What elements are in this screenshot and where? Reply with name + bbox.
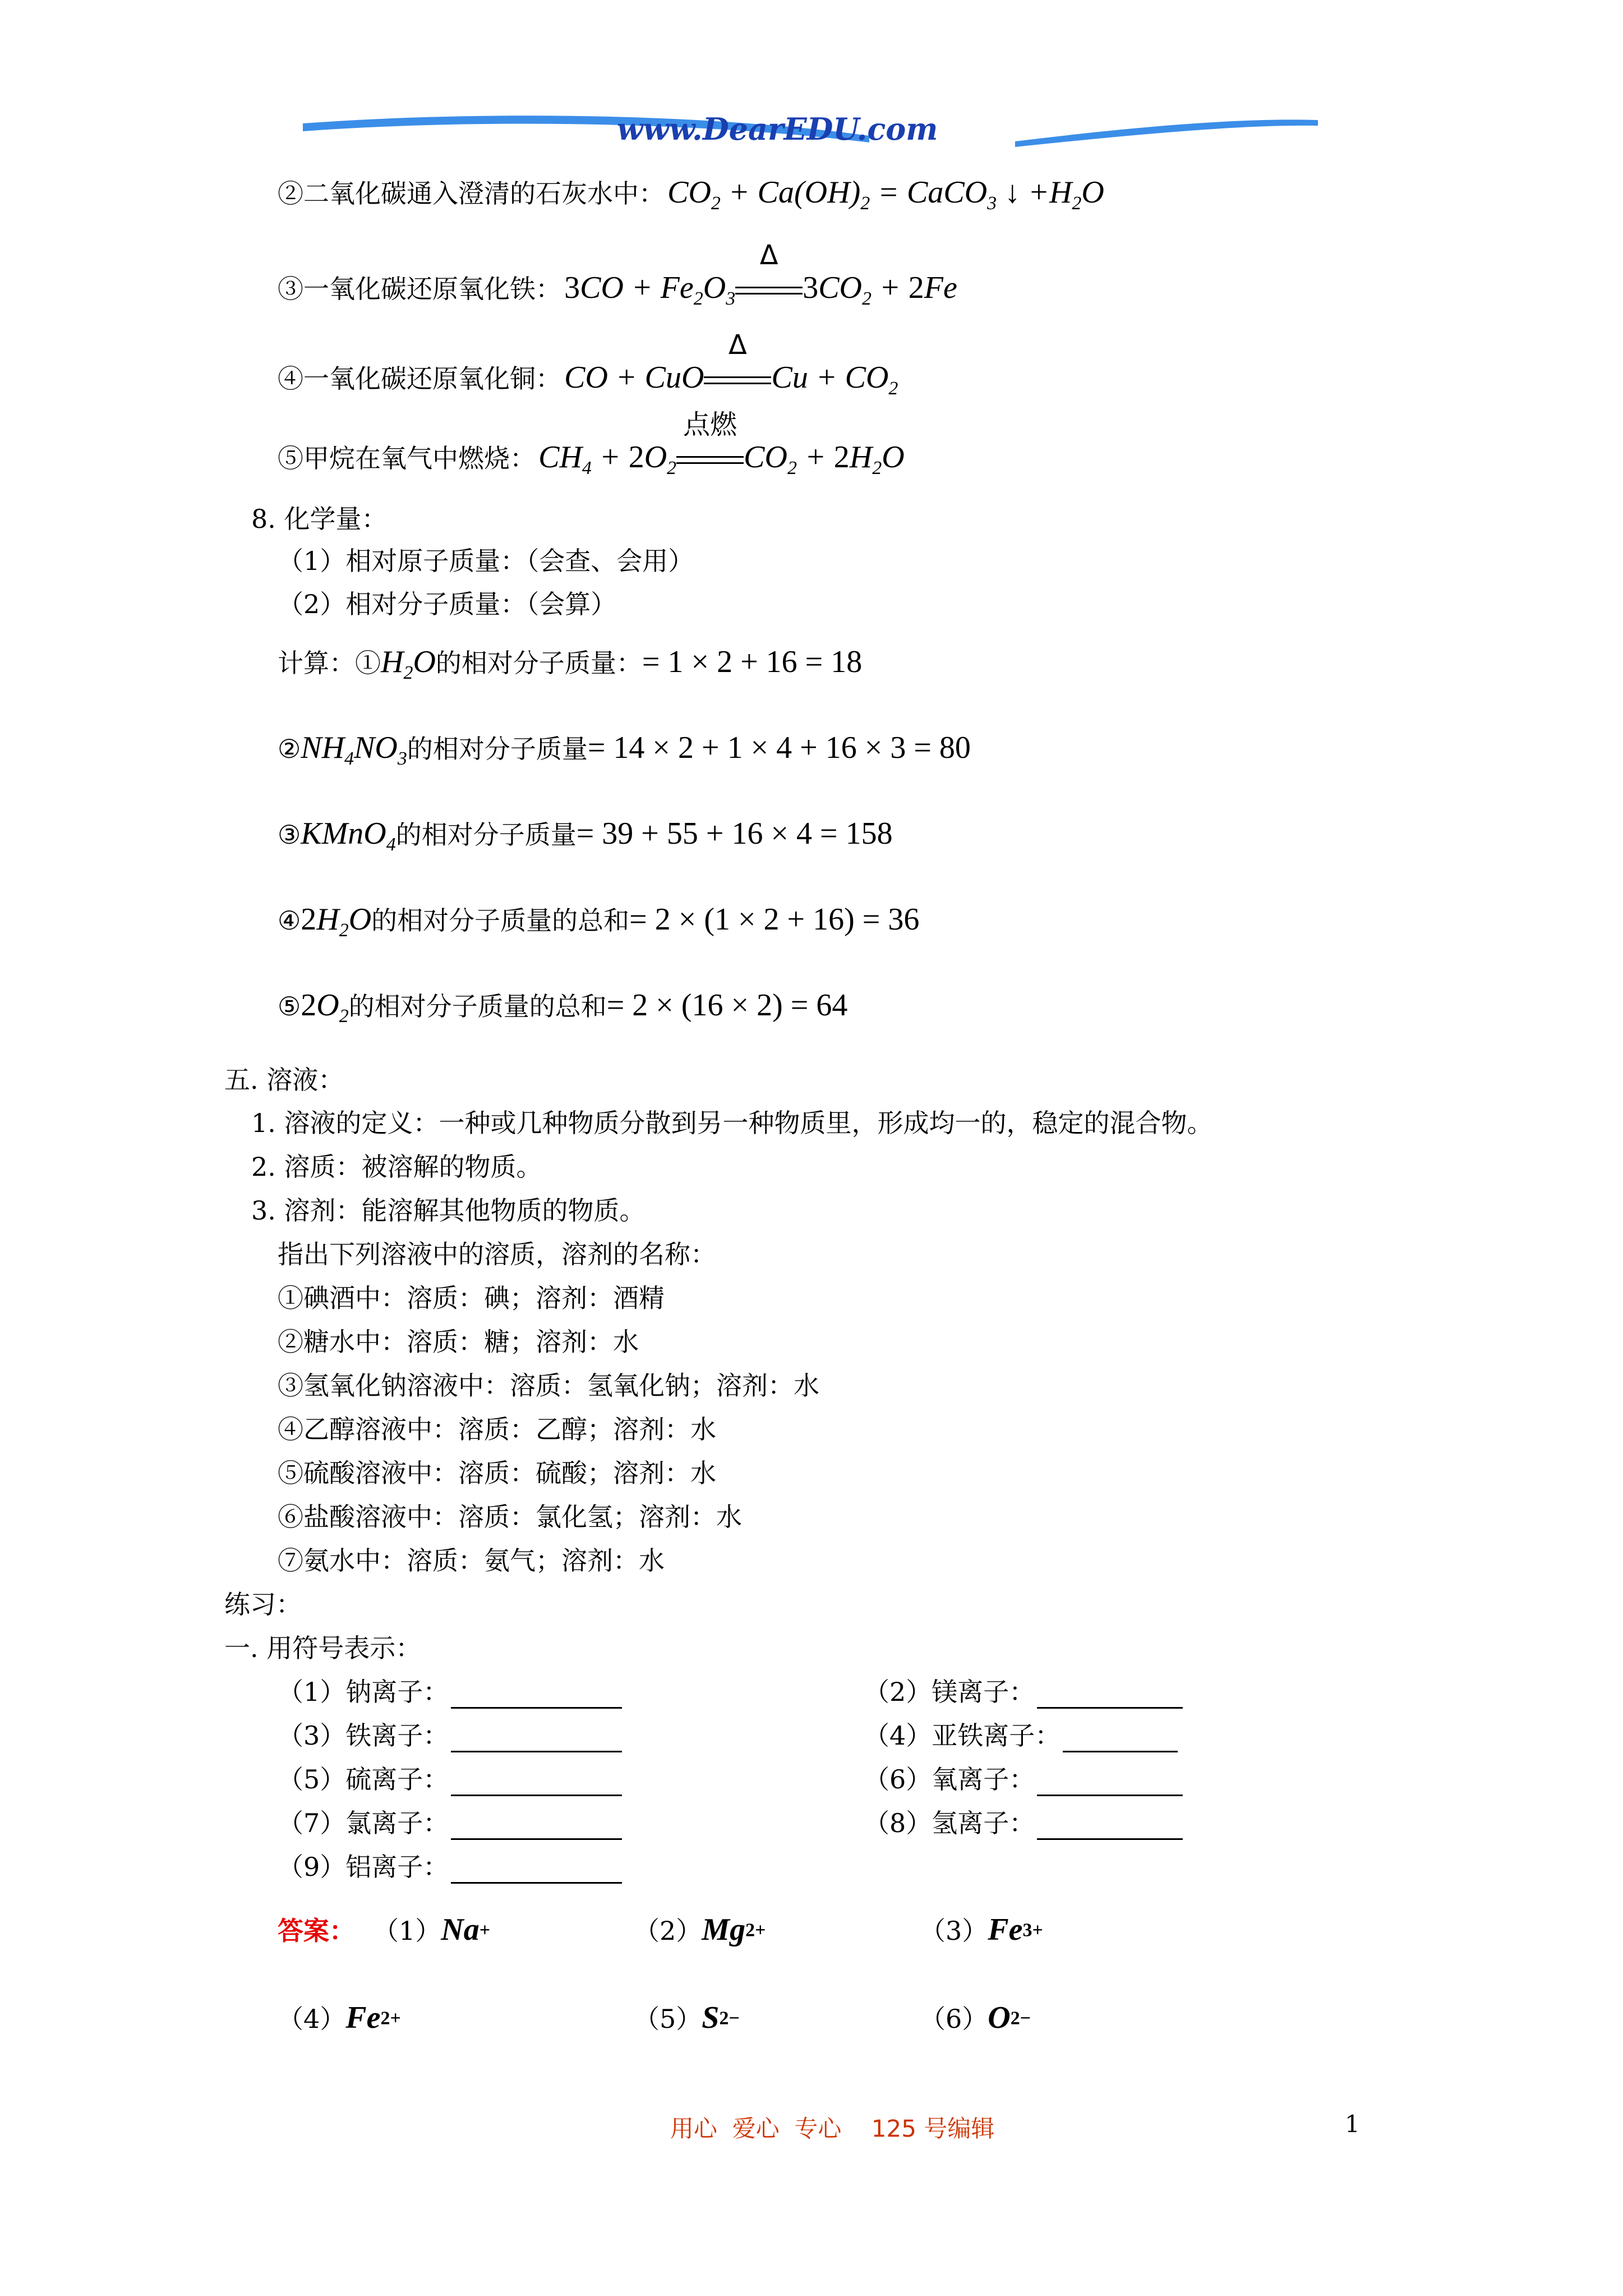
practice-item: （2）镁离子： <box>864 1675 1183 1719</box>
practice-item: （4）亚铁离子： <box>864 1719 1183 1763</box>
calc-5: $⑤2O_2$的相对分子质量的总和= 2 × (16 × 2) = 64 <box>278 988 848 1027</box>
practice-item: （5）硫离子： <box>278 1763 622 1806</box>
question-1-title: 一. 用符号表示： <box>224 1633 422 1663</box>
answer-blank[interactable] <box>451 1770 622 1796</box>
answer-blank[interactable] <box>451 1857 622 1884</box>
header-banner <box>303 107 1318 157</box>
list-item: ⑤硫酸溶液中：溶质：硫酸；溶剂：水 <box>278 1458 716 1488</box>
answer-2: $(2)Mg^{2+}$ <box>634 1912 766 1947</box>
equation-4 <box>278 329 898 408</box>
practice-item: （6）氧离子： <box>864 1763 1183 1806</box>
ignite-condition: 点燃 <box>676 438 744 477</box>
equation-5-formula: $CH_4 + 2O_2$ 点燃 $CO_2 + 2H_2O$ <box>538 409 905 479</box>
list-item: ①碘酒中：溶质：碘；溶剂：酒精 <box>278 1283 665 1313</box>
answer-1: （1）Na+ <box>373 1912 491 1947</box>
list-item: ⑦氨水中：溶质：氨气；溶剂：水 <box>278 1545 665 1576</box>
section-5-title: 五. 溶液： <box>224 1065 344 1095</box>
site-url[interactable]: www.DearEDU.com <box>617 111 938 147</box>
answer-blank[interactable] <box>451 1814 622 1840</box>
practice-left-column <box>278 1675 622 1894</box>
practice-item: （1）钠离子： <box>278 1675 622 1719</box>
equation-2-label: ②二氧化碳通入澄清的石灰水中： <box>278 178 665 209</box>
solution-definition: 1. 溶液的定义：一种或几种物质分散到另一种物质里，形成均一的，稳定的混合物。 <box>251 1108 1213 1138</box>
answer-blank[interactable] <box>1037 1682 1183 1709</box>
page-number: 1 <box>1345 2110 1360 2138</box>
list-item: ②糖水中：溶质：糖；溶剂：水 <box>278 1327 639 1357</box>
practice-item: （3）铁离子： <box>278 1719 622 1763</box>
answer-blank[interactable] <box>1037 1814 1183 1840</box>
calc-2: $②NH_4NO_3$的相对分子质量= 14 × 2 + 1 × 4 + 16 × 3 = 80 <box>278 730 971 770</box>
equation-5 <box>278 409 905 488</box>
equation-5-label: ⑤甲烷在氧气中燃烧： <box>278 443 536 473</box>
practice-item: （9）铝离子： <box>278 1850 622 1894</box>
solute-definition: 2. 溶质：被溶解的物质。 <box>251 1152 542 1182</box>
list-item: ③氢氧化钠溶液中：溶质：氢氧化钠；溶剂：水 <box>278 1370 819 1401</box>
answer-6: $(6)O^{2-}$ <box>920 2000 1031 2035</box>
practice-right-column <box>864 1675 1183 1850</box>
equation-3-label: ③一氧化碳还原氧化铁： <box>278 274 561 304</box>
answer-blank[interactable] <box>1037 1770 1183 1796</box>
practice-title: 练习： <box>224 1589 302 1619</box>
equation-4-label: ④一氧化碳还原氧化铜： <box>278 364 561 394</box>
section-8-item-2: （2）相对分子质量：（会算） <box>278 589 617 619</box>
equation-2 <box>278 173 1104 223</box>
equation-4-formula: CO + CuO Δ $Cu + CO_2$ <box>564 329 898 399</box>
answer-blank[interactable] <box>1063 1726 1178 1752</box>
solution-prompt: 指出下列溶液中的溶质，溶剂的名称： <box>278 1239 716 1269</box>
equation-3 <box>278 240 957 319</box>
heat-condition: Δ <box>704 358 771 397</box>
answer-label: 答案： <box>278 1916 355 1946</box>
solvent-definition: 3. 溶剂：能溶解其他物质的物质。 <box>251 1195 645 1226</box>
practice-item: （7）氯离子： <box>278 1806 622 1850</box>
list-item: ④乙醇溶液中：溶质：乙醇；溶剂：水 <box>278 1414 716 1444</box>
equation-2-formula: $CO_2 + Ca(OH)_2$ = CaCO$_3$ ↓ $+H_2O$ <box>667 175 1104 214</box>
answer-blank[interactable] <box>451 1682 622 1709</box>
answer-5: $(5)S^{2-}$ <box>634 2000 740 2035</box>
calc-1: 计算：$①H_2O$的相对分子质量：= 1 × 2 + 16 = 18 <box>278 645 863 684</box>
footer-text: 用心 爱心 专心 125 号编辑 <box>670 2115 995 2142</box>
section-8-title: 8. 化学量： <box>251 504 388 534</box>
answer-3: $(3)Fe^{3+}$ <box>920 1912 1043 1947</box>
equation-3-formula: $3CO + Fe_2O_3$ Δ $3CO_2 + 2Fe$ <box>564 240 957 310</box>
calc-4: $④2H_2O$的相对分子质量的总和= 2 × (1 × 2 + 16) = 36 <box>278 902 920 941</box>
list-item: ⑥盐酸溶液中：溶质：氯化氢；溶剂：水 <box>278 1502 742 1532</box>
practice-item: （8）氢离子： <box>864 1806 1183 1850</box>
solution-examples <box>278 1281 819 1588</box>
answer-blank[interactable] <box>451 1726 622 1752</box>
heat-condition: Δ <box>735 268 803 307</box>
section-8-item-1: （1）相对原子质量：（会查、会用） <box>278 546 694 576</box>
calc-3: ③KMnO$_4$的相对分子质量= 39 + 55 + 16 × 4 = 158 <box>278 816 893 855</box>
answer-4: $(4)Fe^{2+}$ <box>278 2000 401 2035</box>
